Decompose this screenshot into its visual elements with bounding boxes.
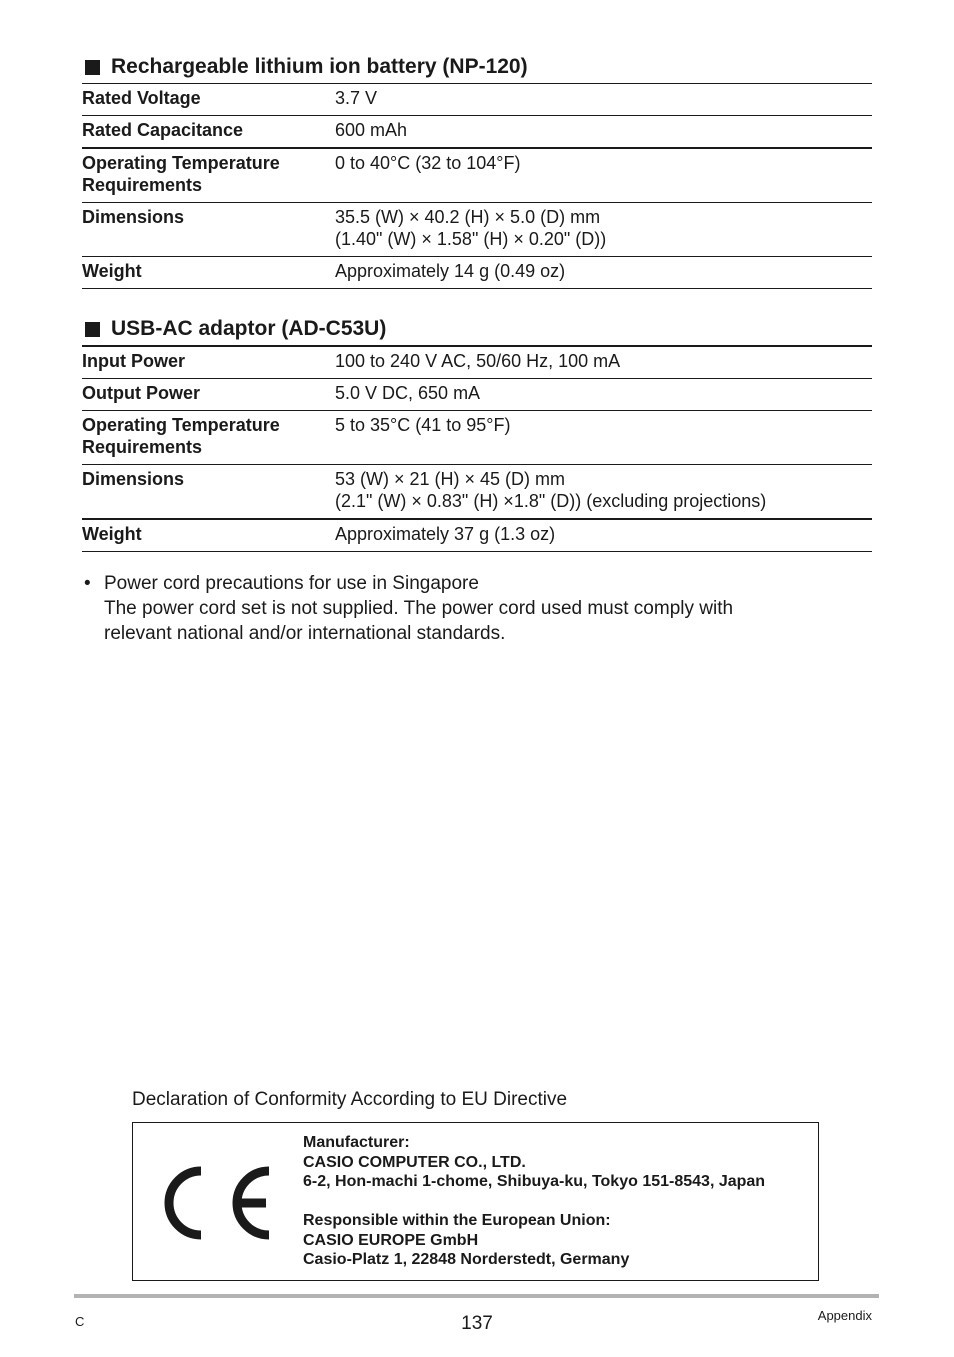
adaptor-section	[82, 313, 872, 552]
declaration-heading: Declaration of Conformity According to EU Directive	[132, 1089, 568, 1110]
ce-mark-icon	[161, 1163, 273, 1243]
spec-value: 600 mAh	[335, 120, 408, 140]
table-row	[82, 84, 872, 116]
spec-value: 100 to 240 V AC, 50/60 Hz, 100 mA	[335, 351, 621, 371]
spec-value: Approximately 37 g (1.3 oz)	[335, 524, 556, 544]
declaration-line: CASIO COMPUTER CO., LTD.	[303, 1153, 526, 1171]
table-row	[82, 257, 872, 289]
spec-value: 53 (W) × 21 (H) × 45 (D) mm (2.1" (W) × 0.83" (H) ×1.8" (D)) (excluding projections)	[335, 469, 767, 511]
declaration-line: Manufacturer:	[303, 1134, 410, 1151]
note-bullet: •	[84, 573, 91, 594]
battery-spec-table	[82, 83, 872, 289]
spec-label: Weight	[82, 261, 142, 281]
adaptor-title-text: USB-AC adaptor (AD-C53U)	[111, 317, 387, 340]
square-bullet-icon	[85, 60, 100, 75]
spec-value: 0 to 40°C (32 to 104°F)	[335, 153, 521, 173]
spec-label: Operating Temperature Requirements	[82, 153, 280, 195]
spec-value: 5 to 35°C (41 to 95°F)	[335, 415, 511, 435]
spec-value: Approximately 14 g (0.49 oz)	[335, 261, 566, 281]
footer-section-name: Appendix	[817, 1308, 872, 1323]
table-row	[82, 519, 872, 552]
table-row	[82, 203, 872, 257]
square-bullet-icon	[85, 322, 100, 337]
power-cord-note	[82, 571, 872, 646]
spec-value: 3.7 V	[335, 88, 378, 108]
table-row	[82, 465, 872, 520]
table-row	[82, 116, 872, 149]
table-row	[82, 346, 872, 379]
spec-label: Weight	[82, 524, 142, 544]
spec-label: Dimensions	[82, 469, 185, 489]
spec-label: Dimensions	[82, 207, 185, 227]
declaration-line: CASIO EUROPE GmbH	[303, 1231, 479, 1249]
battery-section-title	[82, 51, 872, 83]
table-row	[82, 411, 872, 465]
note-text	[104, 571, 872, 646]
spec-label: Rated Voltage	[82, 88, 201, 108]
adaptor-section-title	[82, 313, 872, 345]
page-number: 137	[461, 1313, 493, 1334]
battery-section	[82, 51, 872, 289]
declaration-line: Casio-Platz 1, 22848 Norderstedt, Germany	[303, 1251, 630, 1268]
battery-title-text: Rechargeable lithium ion battery (NP-120)	[111, 55, 528, 78]
note-line: The power cord set is not supplied. The power cord used must comply with	[104, 598, 734, 619]
table-row	[82, 148, 872, 203]
spec-value: 35.5 (W) × 40.2 (H) × 5.0 (D) mm (1.40" (W) × 1.58" (H) × 0.20" (D))	[335, 207, 607, 249]
adaptor-spec-table	[82, 345, 872, 552]
spec-label: Rated Capacitance	[82, 120, 244, 140]
spacer	[303, 1192, 765, 1212]
spec-label: Operating Temperature Requirements	[82, 415, 280, 457]
spec-value: 5.0 V DC, 650 mA	[335, 383, 481, 403]
footer-divider	[74, 1294, 879, 1298]
declaration-text	[303, 1133, 765, 1270]
table-row	[82, 379, 872, 411]
note-line: Power cord precautions for use in Singapore	[104, 573, 479, 594]
footer-language-code: C	[75, 1314, 85, 1329]
declaration-line: Responsible within the European Union:	[303, 1212, 611, 1229]
declaration-box	[132, 1122, 819, 1281]
spec-label: Output Power	[82, 383, 200, 403]
spec-label: Input Power	[82, 351, 185, 371]
declaration-line: 6-2, Hon-machi 1-chome, Shibuya-ku, Tokyo 151-8543, Japan	[303, 1173, 766, 1190]
note-line: relevant national and/or international standards.	[104, 623, 506, 644]
